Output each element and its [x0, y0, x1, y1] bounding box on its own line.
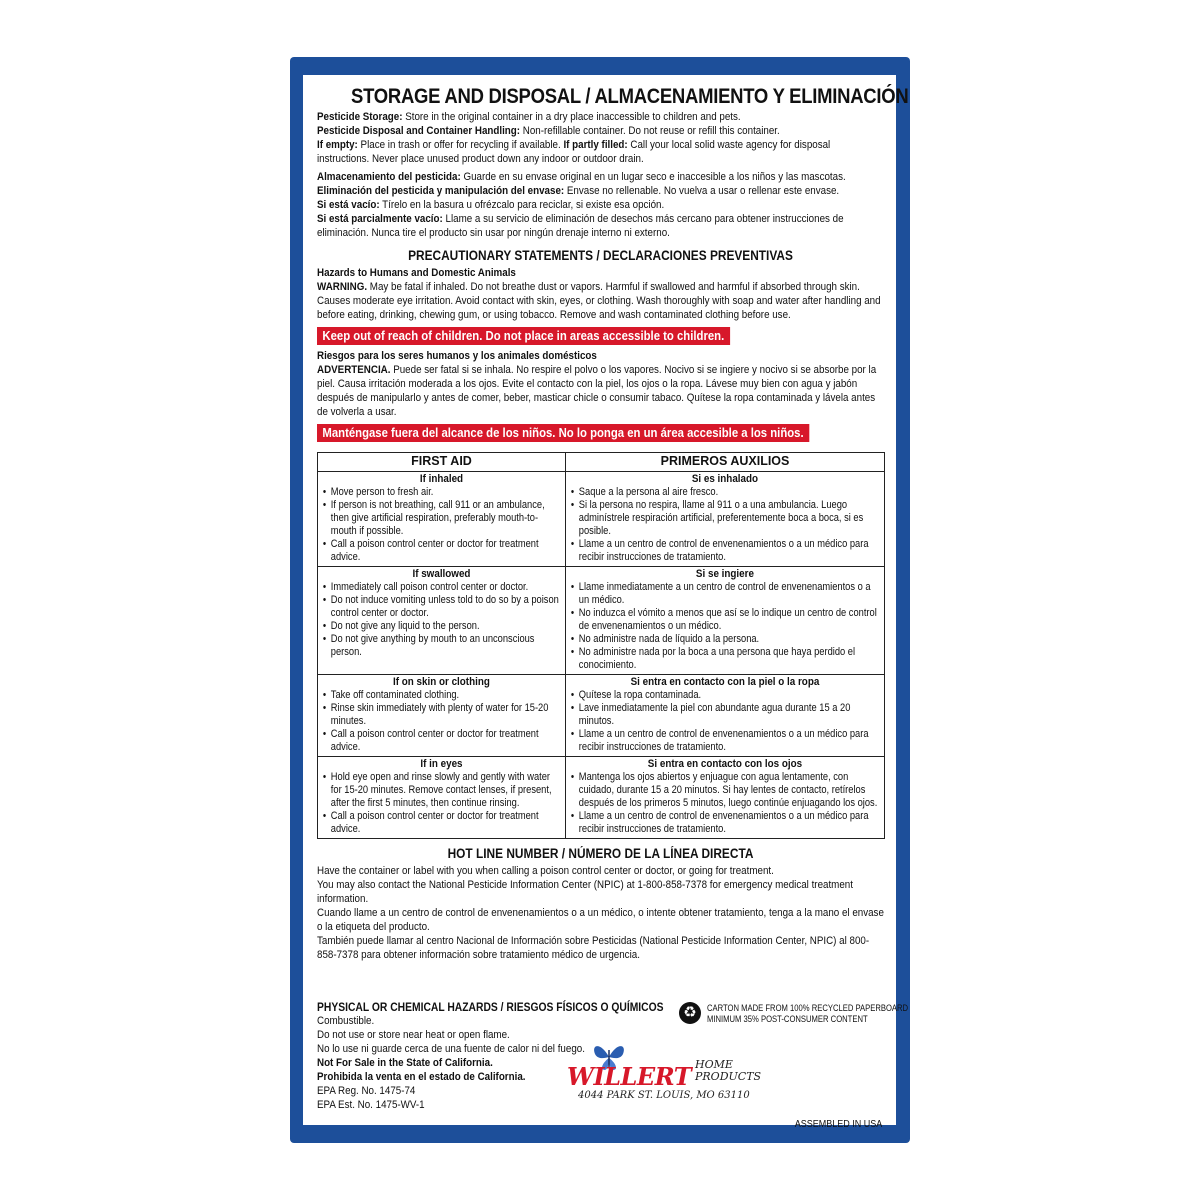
first-aid-item: • Take off contaminated clothing.	[331, 689, 561, 702]
first-aid-item: • Mantenga los ojos abiertos y enjuague con agua lentamente, con cuidado, durante 15 a 20 minutos. Si hay lentes de contacto, retírelos después de los primeros 5 minutos, luego continúe enjuagando los ojos.	[579, 771, 880, 810]
precaution-es	[317, 349, 884, 419]
first-aid-item: • Rinse skin immediately with plenty of water for 15-20 minutes.	[331, 702, 561, 728]
hotline-line: Cuando llame a un centro de control de envenenamientos o a un médico, o intente obtener tratamiento, tenga a la mano el envase o la etiqueta del producto.	[317, 907, 884, 933]
storage-en	[317, 110, 884, 166]
first-aid-item: • Call a poison control center or doctor for treatment advice.	[331, 728, 561, 754]
first-aid-item: • No administre nada de líquido a la persona.	[579, 633, 880, 646]
brand-address: 4044 PARK ST. LOUIS, MO 63110	[578, 1090, 750, 1101]
first-aid-cell-title: If in eyes	[420, 758, 463, 770]
first-aid-cell-title: Si se ingiere	[695, 568, 754, 580]
first-aid-cell-title: Si entra en contacto con la piel o la ropa	[630, 676, 820, 688]
first-aid-item: • If person is not breathing, call 911 or an ambulance, then give artificial respiration, preferably mouth-to-mouth if possible.	[331, 499, 561, 538]
storage-es	[317, 170, 884, 240]
first-aid-cell	[318, 757, 566, 839]
hotline-line: Have the container or label with you when calling a poison control center or doctor, or going for treatment.	[317, 865, 774, 877]
prohibida-venta: Prohibida la venta en el estado de California.	[317, 1071, 526, 1083]
not-for-sale: Not For Sale in the State of California.	[317, 1057, 493, 1069]
brand-sub: HOME PRODUCTS	[695, 1058, 762, 1083]
parcial-text: Llame a su servicio de eliminación de desechos más cercano para obtener instrucciones de eliminación. Nunca tire el producto sin usar por ningún drenaje interno ni externo.	[317, 213, 844, 239]
brand-name: WILLERT	[567, 1062, 692, 1091]
eliminacion-text: Envase no rellenable. No vuelva a usar o rellenar este envase.	[564, 185, 840, 197]
precaution-en	[317, 266, 884, 322]
first-aid-table	[317, 452, 885, 839]
epa-est: EPA Est. No. 1475-WV-1	[317, 1099, 425, 1111]
first-aid-item: • Saque a la persona al aire fresco.	[579, 486, 880, 499]
carton-line: CARTON MADE FROM 100% RECYCLED PAPERBOARD	[707, 1003, 909, 1013]
advertencia-text: Puede ser fatal si se inhala. No respire el polvo o los vapores. Nocivo si se ingiere y nocivo si se absorbe por la piel. Causa irritación moderada a los ojos. Evite el contacto con la piel, los ojos o la ropa. Lávese muy bien con agua y jabón después de manipularlo y antes de comer, beber, masticar chicle o consumir tabaco. Quítese la ropa contaminada y lávela antes de volverla a usar.	[317, 364, 877, 418]
physical-line: No lo use ni guarde cerca de una fuente de calor ni del fuego.	[317, 1043, 585, 1055]
empty-label: If empty:	[317, 139, 358, 151]
first-aid-cell-title: If inhaled	[419, 473, 464, 485]
first-aid-item: • Llame a un centro de control de envenenamientos o a un médico para recibir instrucciones de tratamiento.	[579, 538, 880, 564]
first-aid-item: • No induzca el vómito a menos que así se lo indique un centro de control de envenenamientos o un médico.	[579, 607, 880, 633]
first-aid-item: • Llame a un centro de control de envenenamientos o a un médico para recibir instrucciones de tratamiento.	[579, 810, 880, 836]
storage-text: Store in the original container in a dry place inaccessible to children and pets.	[402, 111, 741, 123]
vacio-text: Tírelo en la basura u ofrézcalo para reciclar, si existe esa opción.	[379, 199, 665, 211]
first-aid-item: • Lave inmediatamente la piel con abundante agua durante 15 a 20 minutos.	[579, 702, 880, 728]
physical-line: Combustible.	[317, 1015, 375, 1027]
first-aid-item: • Do not induce vomiting unless told to do so by a poison control center or doctor.	[331, 594, 561, 620]
physical-title: PHYSICAL OR CHEMICAL HAZARDS / RIESGOS FÍSICOS O QUÍMICOS	[317, 1000, 664, 1014]
precaution-title: PRECAUTIONARY STATEMENTS / DECLARACIONES PREVENTIVAS	[408, 248, 793, 263]
hazards-heading: Hazards to Humans and Domestic Animals	[317, 267, 516, 279]
primeros-auxilios-cell	[566, 567, 885, 675]
partly-text: Call your local solid waste agency for disposal instructions. Never place unused product down any indoor or outdoor drain.	[317, 139, 831, 165]
warning-text: May be fatal if inhaled. Do not breathe dust or vapors. Harmful if swallowed and harmful if absorbed through skin. Causes moderate eye irritation. Avoid contact with skin, eyes, or clothing. Wash thoroughly with soap and water after handling and before eating, drinking, chewing gum, or using tobacco. Remove and wash contaminated clothing before use.	[317, 281, 881, 321]
carton-notice	[679, 1002, 909, 1030]
first-aid-item: • Hold eye open and rinse slowly and gently with water for 15-20 minutes. Remove contact lenses, if present, after the first 5 minutes, then continue rinsing.	[331, 771, 561, 810]
riesgos-heading: Riesgos para los seres humanos y los animales domésticos	[317, 350, 597, 362]
first-aid-cell-title: Si es inhalado	[691, 473, 759, 485]
carton-line: MINIMUM 35% POST-CONSUMER CONTENT	[707, 1014, 868, 1024]
recycle-icon: ♻	[679, 1002, 701, 1024]
storage-label: Pesticide Storage:	[317, 111, 403, 123]
first-aid-cell	[318, 567, 566, 675]
almacenamiento-text: Guarde en su envase original en un lugar seco e inaccesible a los niños y las mascotas.	[460, 171, 846, 183]
parcial-label: Si está parcialmente vacío:	[317, 213, 443, 225]
eliminacion-label: Eliminación del pesticida y manipulación del envase:	[317, 185, 565, 197]
first-aid-item: • Quítese la ropa contaminada.	[579, 689, 880, 702]
primeros-auxilios-cell	[566, 757, 885, 839]
first-aid-row	[318, 567, 885, 675]
first-aid-body	[318, 472, 885, 839]
first-aid-item: • Do not give any liquid to the person.	[331, 620, 561, 633]
first-aid-header: FIRST AID	[318, 453, 566, 472]
assembled-in-usa: ASSEMBLED IN USA	[794, 1119, 882, 1130]
label-footer	[317, 1000, 909, 1130]
vacio-label: Si está vacío:	[317, 199, 380, 211]
primeros-auxilios-cell	[566, 472, 885, 567]
first-aid-item: • Call a poison control center or doctor for treatment advice.	[331, 538, 561, 564]
warning-bar-es: Manténgase fuera del alcance de los niños. No lo ponga en un área accesible a los niños.	[317, 424, 809, 442]
first-aid-item: • No administre nada por la boca a una persona que haya perdido el conocimiento.	[579, 646, 880, 672]
first-aid-row	[318, 472, 885, 567]
advertencia-label: ADVERTENCIA.	[317, 364, 391, 376]
willert-logo	[567, 1040, 767, 1110]
first-aid-cell-title: Si entra en contacto con los ojos	[647, 758, 803, 770]
first-aid-item: • Llame a un centro de control de envenenamientos o a un médico para recibir instrucciones de tratamiento.	[579, 728, 880, 754]
disposal-label: Pesticide Disposal and Container Handling:	[317, 125, 521, 137]
first-aid-item: • Do not give anything by mouth to an unconscious person.	[331, 633, 561, 659]
first-aid-header-row	[318, 453, 885, 472]
first-aid-item: • Llame inmediatamente a un centro de control de envenenamientos o a un médico.	[579, 581, 880, 607]
warning-label: WARNING.	[317, 281, 368, 293]
first-aid-cell	[318, 472, 566, 567]
empty-text: Place in trash or offer for recycling if available.	[357, 139, 564, 151]
first-aid-item: • Move person to fresh air.	[331, 486, 561, 499]
primeros-auxilios-cell	[566, 675, 885, 757]
epa-reg: EPA Reg. No. 1475-74	[317, 1085, 416, 1097]
hotline-text	[317, 864, 884, 962]
first-aid-row	[318, 757, 885, 839]
primeros-auxilios-header: PRIMEROS AUXILIOS	[566, 453, 885, 472]
first-aid-item: • Si la persona no respira, llame al 911 o a una ambulancia. Luego adminístrele respiración artificial, preferentemente boca a boca, si es posible.	[579, 499, 880, 538]
first-aid-item: • Immediately call poison control center or doctor.	[331, 581, 561, 594]
storage-title: STORAGE AND DISPOSAL / ALMACENAMIENTO Y ELIMINACIÓN	[351, 85, 909, 108]
partly-label: If partly filled:	[563, 139, 628, 151]
hotline-line: También puede llamar al centro Nacional de Información sobre Pesticidas (National Pesticide Information Center, NPIC) al 800-858-7378 para obtener información sobre tratamiento médico de urgencia.	[317, 935, 870, 961]
almacenamiento-label: Almacenamiento del pesticida:	[317, 171, 461, 183]
warning-bar-en: Keep out of reach of children. Do not place in areas accessible to children.	[317, 327, 730, 345]
first-aid-cell	[318, 675, 566, 757]
hotline-title: HOT LINE NUMBER / NÚMERO DE LA LÍNEA DIRECTA	[447, 846, 754, 861]
first-aid-row	[318, 675, 885, 757]
first-aid-cell-title: If on skin or clothing	[393, 676, 490, 688]
label-content	[317, 84, 909, 963]
first-aid-cell-title: If swallowed	[412, 568, 471, 580]
physical-line: Do not use or store near heat or open flame.	[317, 1029, 510, 1041]
hotline-line: You may also contact the National Pesticide Information Center (NPIC) at 1-800-858-7378 for emergency medical treatment information.	[317, 879, 853, 905]
disposal-text: Non-refillable container. Do not reuse or refill this container.	[520, 125, 780, 137]
first-aid-item: • Call a poison control center or doctor for treatment advice.	[331, 810, 561, 836]
